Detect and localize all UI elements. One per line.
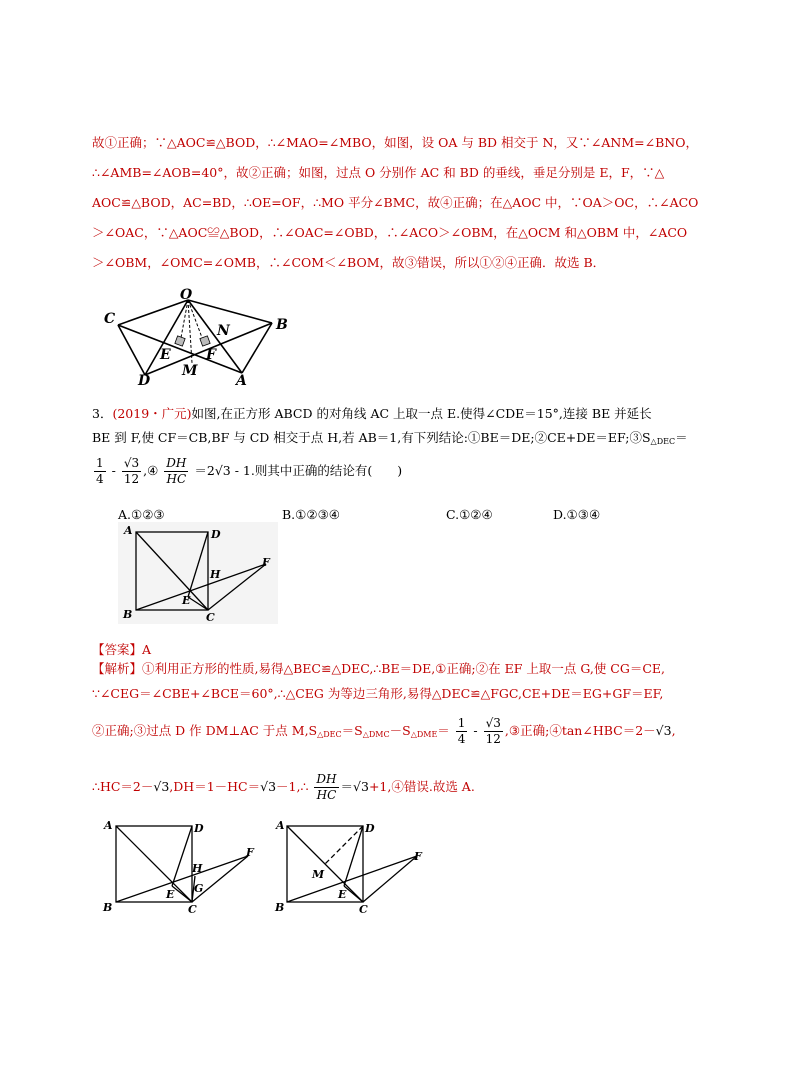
question-text-2: BE 到 F,使 CF＝CB,BF 与 CD 相交于点 H,若 AB＝1,有下列结论:①BE＝DE;②CE+DE＝EF;③S bbox=[92, 430, 651, 445]
analysis-text-4c: －1,∴ bbox=[276, 779, 309, 794]
label-c: C bbox=[104, 311, 116, 327]
label-g: G bbox=[194, 882, 204, 895]
label-b: B bbox=[103, 901, 113, 914]
analysis-text-2: ∵∠CEG＝∠CBE+∠BCE＝60°,∴△CEG 为等边三角形,易得△DEC≌△FGC,CE+DE＝EG+GF＝EF, bbox=[92, 686, 664, 701]
label-e: E bbox=[166, 888, 175, 901]
sub-dmc: △DMC bbox=[362, 730, 390, 739]
question-line-2 bbox=[92, 428, 688, 446]
analysis-text-3e: ,③正确;④tan∠HBC＝2－ bbox=[504, 723, 656, 738]
option-b: B.①②③④ bbox=[282, 507, 340, 522]
label-h: H bbox=[192, 862, 203, 875]
label-a: A bbox=[276, 819, 285, 832]
label-n: N bbox=[217, 323, 230, 339]
analysis-line-3: ②正确;③过点 D 作 DM⊥AC 于点 $M,S_{\triangle DEC}=S_{\triangle DMC}-S_{\triangle DME}=$ $\frac{1}{4}$ - $\frac{√3}{12}$ ,③正确;④tan∠HBC＝2－√3, bbox=[92, 716, 676, 746]
option-a: A.①②③ bbox=[118, 507, 165, 522]
answer-label: 【答案】 bbox=[92, 642, 143, 657]
question-line-1 bbox=[92, 404, 652, 422]
analysis-text-3c: －S bbox=[389, 723, 411, 738]
label-c: C bbox=[359, 903, 368, 914]
answer-line bbox=[92, 640, 151, 658]
label-a: A bbox=[124, 524, 133, 537]
conclusion-4-label: ,④ bbox=[143, 463, 159, 478]
fraction-one-quarter: $\frac{1}{4}$ bbox=[96, 456, 104, 486]
label-b: B bbox=[275, 901, 285, 914]
question-s-sub: △DEC bbox=[650, 437, 676, 446]
fraction-sqrt3-12: $\frac{√3}{12}$ bbox=[123, 456, 140, 486]
label-a: A bbox=[236, 373, 247, 389]
label-f: F bbox=[414, 850, 422, 863]
label-c: C bbox=[188, 903, 197, 914]
label-h: H bbox=[210, 568, 221, 581]
label-o: O bbox=[180, 287, 193, 303]
label-f: F bbox=[262, 556, 270, 569]
analysis-fraction-dh-hc: $\frac{DH}{HC}$ bbox=[316, 772, 337, 802]
analysis-text-3d: ＝ bbox=[437, 723, 450, 738]
analysis-sqrt3-a: √3 bbox=[655, 723, 672, 738]
analysis-text-4b: ,DH＝1－HC＝ bbox=[169, 779, 261, 794]
figure-triangles-omn bbox=[100, 285, 300, 390]
question-number: 3． bbox=[92, 406, 113, 421]
label-f: F bbox=[246, 846, 254, 859]
label-f: F bbox=[206, 347, 216, 363]
analysis-text-4e: +1,④错误.故选 A. bbox=[368, 779, 475, 794]
analysis-minus: - bbox=[473, 723, 478, 738]
label-d: D bbox=[211, 528, 221, 541]
question-source: (2019・广元) bbox=[112, 406, 192, 421]
analysis-sqrt3-c: √3 bbox=[260, 779, 277, 794]
label-d: D bbox=[194, 822, 204, 835]
analysis-sqrt3-b: √3 bbox=[153, 779, 170, 794]
analysis-text-3a: ②正确;③过点 D 作 DM⊥AC 于点 M,S bbox=[92, 723, 318, 738]
analysis-text-1: ①利用正方形的性质,易得△BEC≌△DEC,∴BE＝DE,①正确;②在 EF 上取一点 G,使 CG＝CE, bbox=[142, 661, 666, 676]
previous-solution bbox=[92, 128, 712, 278]
label-e: E bbox=[160, 347, 171, 363]
label-b: B bbox=[123, 608, 133, 621]
analysis-fraction-sqrt3-12: $\frac{√3}{12}$ bbox=[485, 716, 501, 746]
label-a: A bbox=[104, 819, 113, 832]
conclusion-4-value: ＝2√3 - 1 bbox=[194, 463, 251, 478]
label-e: E bbox=[338, 888, 347, 901]
label-m: M bbox=[312, 868, 325, 881]
analysis-fraction-quarter: $\frac{1}{4}$ bbox=[457, 716, 466, 746]
sub-dec: △DEC bbox=[317, 730, 342, 739]
analysis-equals: ＝ bbox=[340, 779, 354, 794]
label-e: E bbox=[182, 594, 191, 607]
fraction-dh-hc: $\frac{DH}{HC}$ bbox=[166, 456, 187, 486]
analysis-line-2 bbox=[92, 684, 663, 702]
analysis-text-4a: ∴HC＝2－ bbox=[92, 779, 154, 794]
analysis-line-4 bbox=[92, 772, 475, 803]
question-text-1: 如图,在正方形 ABCD 的对角线 AC 上取一点 E.使得∠CDE＝15°,连接 BE 并延长 bbox=[191, 406, 652, 421]
minus-sign: - bbox=[111, 463, 116, 478]
label-d: D bbox=[365, 822, 375, 835]
label-d: D bbox=[138, 373, 151, 389]
solution-line-1: 故①正确；∵△AOC≌△BOD，∴∠MAO=∠MBO，如图，设 OA 与 BD 相交于 N，又∵∠ANM=∠BNO， bbox=[92, 135, 698, 150]
solution-line-4: ＞∠OAC，∵△AOC≌△BOD，∴∠OAC=∠OBD，∴∠ACO＞∠OBM，在△OCM 和△OBM 中，∠ACO bbox=[92, 225, 688, 240]
option-c: C.①②④ bbox=[446, 507, 493, 522]
analysis-label: 【解析】 bbox=[92, 661, 143, 676]
figure-square-with-m bbox=[272, 816, 432, 914]
answer-value: A bbox=[142, 642, 152, 657]
solution-line-3: AOC≌△BOD，AC=BD，∴OE=OF，∴MO 平分∠BMC，故④正确；在△AOC 中，∵OA＞OC，∴∠ACO bbox=[92, 195, 699, 210]
analysis-text-3b: ＝S bbox=[341, 723, 363, 738]
label-b: B bbox=[276, 317, 288, 333]
question-text-2-end: ＝ bbox=[675, 430, 688, 445]
label-m: M bbox=[182, 363, 198, 379]
solution-line-5: ＞∠OBM，∠OMC=∠OMB，∴∠COM＜∠BOM，故③错误，所以①②④正确．故选 B． bbox=[92, 255, 606, 270]
question-line-3 bbox=[92, 456, 402, 487]
analysis-sqrt3-d: √3 bbox=[353, 779, 369, 794]
figure-square-abcd bbox=[118, 522, 278, 624]
figure-square-with-g bbox=[98, 816, 268, 914]
label-c: C bbox=[206, 611, 215, 624]
sub-dme: △DME bbox=[410, 730, 438, 739]
option-d: D.①③④ bbox=[553, 507, 601, 522]
analysis-line-1 bbox=[92, 659, 665, 677]
solution-line-2: ∴∠AMB=∠AOB=40°，故②正确；如图，过点 O 分别作 AC 和 BD 的垂线，垂足分别是 E，F，∵△ bbox=[92, 165, 665, 180]
question-tail: .则其中正确的结论有( ) bbox=[250, 463, 403, 478]
